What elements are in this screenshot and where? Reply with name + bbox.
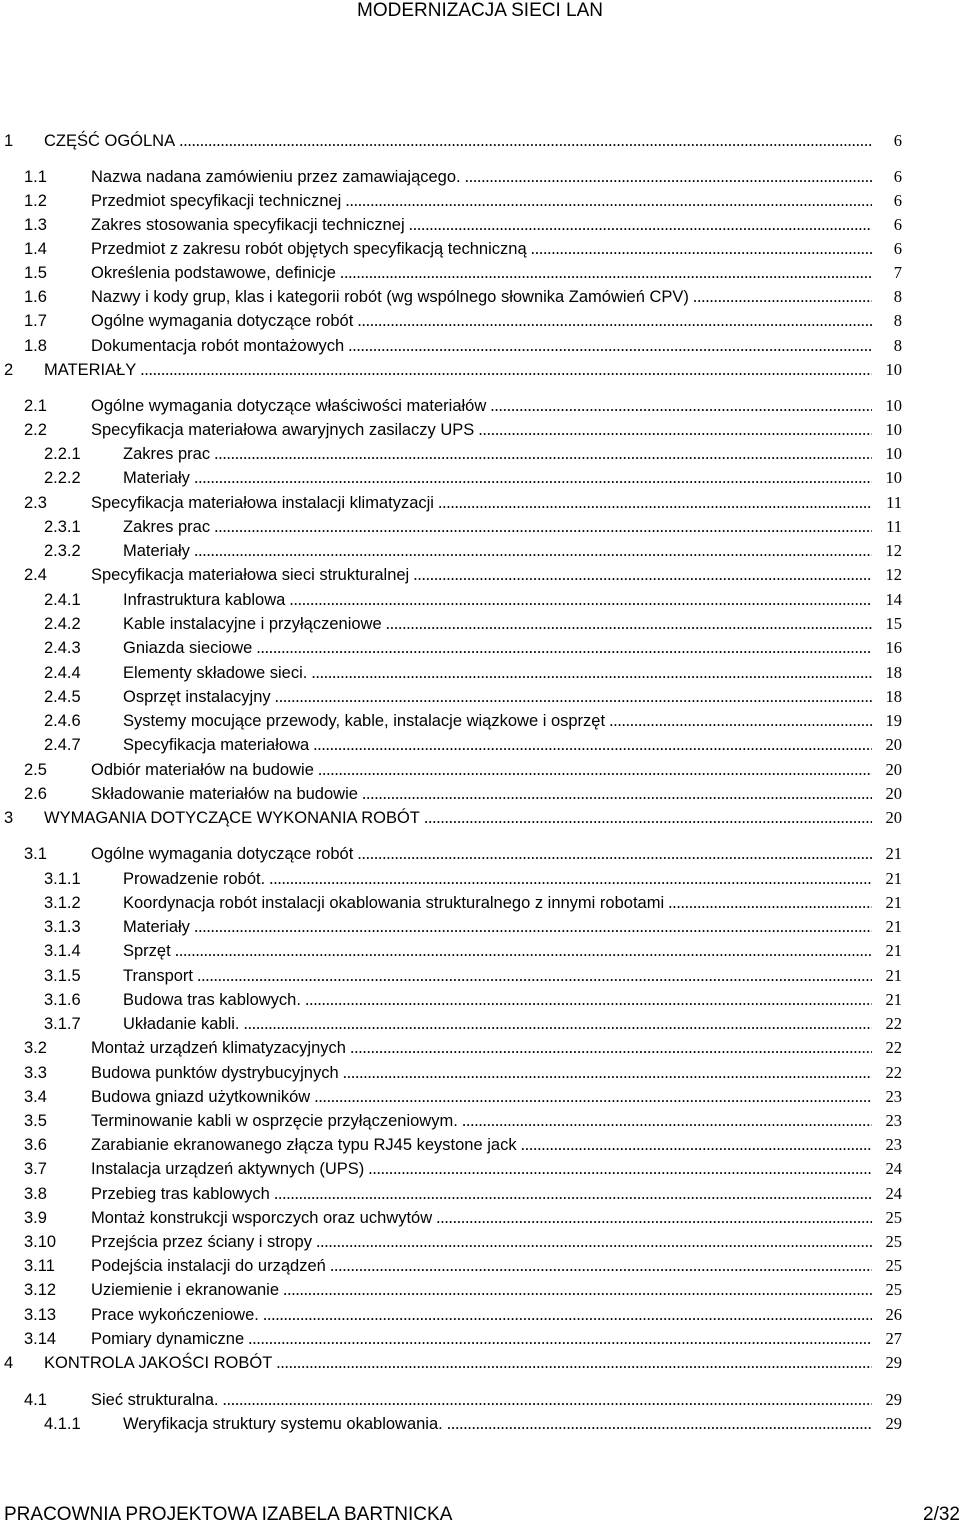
toc-entry[interactable]: [0, 1255, 902, 1277]
toc-entry-page: 25: [872, 1231, 902, 1253]
toc-entry-number: 3.10: [24, 1233, 57, 1251]
toc-entry-number: 3.14: [24, 1330, 57, 1348]
toc-entry-number: 2: [4, 361, 14, 379]
toc-entry-number: 1.3: [24, 216, 47, 234]
toc-entry[interactable]: [0, 734, 902, 756]
toc-entry-page: 22: [872, 1013, 902, 1035]
toc-entry-number: 3.1.7: [44, 1015, 81, 1033]
toc-entry[interactable]: [0, 868, 902, 890]
toc-entry[interactable]: [0, 916, 902, 938]
toc-entry-title: KONTROLA JAKOŚCI ROBÓT .....: [44, 1352, 872, 1374]
toc-entry-title: Infrastruktura kablowa .....: [123, 589, 872, 611]
toc-entry[interactable]: [0, 940, 902, 962]
toc-entry[interactable]: [0, 1352, 902, 1374]
toc-entry-page: 24: [872, 1158, 902, 1180]
toc-entry[interactable]: [0, 759, 902, 781]
toc-entry-number: 3.1.6: [44, 991, 81, 1009]
toc-entry-number: 2.4.3: [44, 639, 81, 657]
toc-entry[interactable]: [0, 190, 902, 212]
toc-entry-page: 21: [872, 940, 902, 962]
toc-entry[interactable]: [0, 589, 902, 611]
toc-entry-page: 29: [872, 1413, 902, 1435]
toc-entry-number: 3.1.5: [44, 967, 81, 985]
toc-entry-title: Ogólne wymagania dotyczące robót .....: [91, 310, 872, 332]
toc-entry[interactable]: [0, 1304, 902, 1326]
toc-entry-page: 10: [872, 419, 902, 441]
toc-entry-page: 27: [872, 1328, 902, 1350]
toc-entry-number: 2.3.1: [44, 518, 81, 536]
toc-entry-title: Zakres prac .....: [123, 443, 872, 465]
toc-entry-title: Montaż urządzeń klimatyzacyjnych .....: [91, 1037, 872, 1059]
toc-entry-page: 21: [872, 916, 902, 938]
toc-entry-title: Sieć strukturalna. .....: [91, 1389, 872, 1411]
toc-entry-title: Zarabianie ekranowanego złącza typu RJ45 keystone jack .....: [91, 1134, 872, 1156]
toc-entry-page: 20: [872, 759, 902, 781]
toc-entry-page: 25: [872, 1279, 902, 1301]
toc-entry-page: 10: [872, 467, 902, 489]
toc-entry[interactable]: [0, 310, 902, 332]
toc-entry[interactable]: [0, 1279, 902, 1301]
toc-entry-page: 7: [872, 262, 902, 284]
toc-entry-number: 4: [4, 1354, 14, 1372]
toc-entry-page: 20: [872, 783, 902, 805]
toc-entry-number: 4.1: [24, 1391, 47, 1409]
toc-entry-number: 3.3: [24, 1064, 47, 1082]
toc-entry-number: 2.5: [24, 761, 47, 779]
toc-entry-title: Weryfikacja struktury systemu okablowania. .....: [123, 1413, 872, 1435]
toc-entry[interactable]: [0, 262, 902, 284]
toc-entry-page: 29: [872, 1352, 902, 1374]
toc-entry-page: 12: [872, 540, 902, 562]
toc-entry-number: 3.8: [24, 1185, 47, 1203]
toc-entry-page: 21: [872, 868, 902, 890]
toc-entry-number: 3.1.2: [44, 894, 81, 912]
toc-entry-page: 8: [872, 286, 902, 308]
toc-entry-number: 1: [4, 132, 14, 150]
toc-entry-title: Gniazda sieciowe .....: [123, 637, 872, 659]
toc-entry-number: 2.4.7: [44, 736, 81, 754]
toc-entry[interactable]: [0, 662, 902, 684]
toc-entry-number: 3.6: [24, 1136, 47, 1154]
toc-entry[interactable]: [0, 1110, 902, 1132]
toc-entry-title: Przejścia przez ściany i stropy .....: [91, 1231, 872, 1253]
toc-entry[interactable]: [0, 238, 902, 260]
toc-entry[interactable]: [0, 467, 902, 489]
toc-entry-title: Osprzęt instalacyjny .....: [123, 686, 872, 708]
toc-entry[interactable]: [0, 1062, 902, 1084]
toc-entry[interactable]: [0, 1013, 902, 1035]
toc-entry-page: 6: [872, 214, 902, 236]
toc-entry-page: 6: [872, 166, 902, 188]
toc-entry-number: 1.4: [24, 240, 47, 258]
toc-entry-page: 14: [872, 589, 902, 611]
toc-entry[interactable]: [0, 843, 902, 865]
toc-entry-page: 15: [872, 613, 902, 635]
toc-entry-title: Przedmiot specyfikacji technicznej .....: [91, 190, 872, 212]
toc-entry-title: Pomiary dynamiczne .....: [91, 1328, 872, 1350]
toc-entry-title: Kable instalacyjne i przyłączeniowe .....: [123, 613, 872, 635]
toc-entry-number: 3: [4, 809, 14, 827]
toc-entry-title: Instalacja urządzeń aktywnych (UPS) .....: [91, 1158, 872, 1180]
toc-entry-number: 3.1.3: [44, 918, 81, 936]
toc-entry[interactable]: [0, 516, 902, 538]
toc-entry-title: Ogólne wymagania dotyczące robót .....: [91, 843, 872, 865]
toc-entry-page: 20: [872, 734, 902, 756]
toc-entry-number: 2.2.2: [44, 469, 81, 487]
toc-entry-title: Materiały .....: [123, 467, 872, 489]
toc-entry-title: MATERIAŁY .....: [44, 359, 872, 381]
toc-entry[interactable]: [0, 1231, 902, 1253]
toc-entry-number: 1.8: [24, 337, 47, 355]
toc-entry[interactable]: [0, 359, 902, 381]
toc-entry-page: 18: [872, 662, 902, 684]
toc-entry-number: 2.4.2: [44, 615, 81, 633]
toc-entry-title: Terminowanie kabli w osprzęcie przyłączeniowym. .....: [91, 1110, 872, 1132]
toc-entry[interactable]: [0, 540, 902, 562]
toc-entry-page: 6: [872, 130, 902, 152]
toc-entry-number: 4.1.1: [44, 1415, 81, 1433]
toc-entry-title: Specyfikacja materiałowa awaryjnych zasilaczy UPS .....: [91, 419, 872, 441]
toc-entry-page: 21: [872, 989, 902, 1011]
toc-entry-title: Budowa gniazd użytkowników .....: [91, 1086, 872, 1108]
toc-entry-page: 10: [872, 443, 902, 465]
toc-entry-number: 3.7: [24, 1160, 47, 1178]
toc-entry-title: Specyfikacja materiałowa instalacji klimatyzacji .....: [91, 492, 872, 514]
toc-entry-number: 3.1.4: [44, 942, 81, 960]
toc-entry-page: 8: [872, 335, 902, 357]
toc-entry-title: Prowadzenie robót. .....: [123, 868, 872, 890]
toc-entry-title: Nazwy i kody grup, klas i kategorii robót (wg wspólnego słownika Zamówień CPV) .....: [91, 286, 872, 308]
toc-entry[interactable]: [0, 1389, 902, 1411]
toc-entry-page: 21: [872, 965, 902, 987]
toc-entry-number: 1.1: [24, 168, 47, 186]
toc-entry[interactable]: [0, 1086, 902, 1108]
toc-entry[interactable]: [0, 492, 902, 514]
toc-entry-title: Systemy mocujące przewody, kable, instalacje wiązkowe i osprzęt .....: [123, 710, 872, 732]
toc-entry-page: 11: [872, 492, 902, 514]
footer-company: PRACOWNIA PROJEKTOWA IZABELA BARTNICKA: [4, 1504, 453, 1525]
toc-entry-number: 2.6: [24, 785, 47, 803]
toc-entry-title: Montaż konstrukcji wsporczych oraz uchwytów .....: [91, 1207, 872, 1229]
toc-entry-number: 2.2: [24, 421, 47, 439]
toc-entry-number: 3.11: [24, 1257, 55, 1275]
toc-entry[interactable]: [0, 686, 902, 708]
toc-entry-title: Odbiór materiałów na budowie .....: [91, 759, 872, 781]
toc-entry-number: 2.3: [24, 494, 47, 512]
toc-entry-page: 24: [872, 1183, 902, 1205]
toc-entry[interactable]: [0, 613, 902, 635]
toc-entry[interactable]: [0, 965, 902, 987]
toc-entry[interactable]: [0, 1158, 902, 1180]
toc-entry-page: 29: [872, 1389, 902, 1411]
toc-entry-title: Przebieg tras kablowych .....: [91, 1183, 872, 1205]
toc-entry-page: 23: [872, 1110, 902, 1132]
toc-entry-title: Specyfikacja materiałowa sieci strukturalnej .....: [91, 564, 872, 586]
toc-entry-number: 3.12: [24, 1281, 57, 1299]
toc-entry-number: 2.1: [24, 397, 47, 415]
toc-entry-number: 2.4.6: [44, 712, 81, 730]
toc-entry-title: Materiały .....: [123, 916, 872, 938]
toc-entry[interactable]: [0, 335, 902, 357]
toc-entry-page: 11: [872, 516, 902, 538]
toc-entry-number: 3.4: [24, 1088, 47, 1106]
toc-entry-page: 26: [872, 1304, 902, 1326]
toc-entry-page: 19: [872, 710, 902, 732]
toc-entry-title: Specyfikacja materiałowa .....: [123, 734, 872, 756]
page-header: MODERNIZACJA SIECI LAN: [357, 0, 603, 21]
toc-entry-title: Uziemienie i ekranowanie .....: [91, 1279, 872, 1301]
toc-entry-number: 2.4: [24, 566, 47, 584]
toc-entry-title: Określenia podstawowe, definicje .....: [91, 262, 872, 284]
toc-entry-page: 23: [872, 1086, 902, 1108]
toc-entry-number: 2.2.1: [44, 445, 81, 463]
toc-entry[interactable]: [0, 807, 902, 829]
toc-entry-number: 3.1.1: [44, 870, 81, 888]
toc-entry-page: 22: [872, 1062, 902, 1084]
toc-entry[interactable]: [0, 395, 902, 417]
toc-entry-title: Transport .....: [123, 965, 872, 987]
toc-entry-number: 1.5: [24, 264, 47, 282]
toc-entry-title: CZĘŚĆ OGÓLNA .....: [44, 130, 872, 152]
toc-entry-number: 2.4.1: [44, 591, 81, 609]
toc-entry-number: 3.5: [24, 1112, 47, 1130]
toc-entry-title: Koordynacja robót instalacji okablowania strukturalnego z innymi robotami .....: [123, 892, 872, 914]
toc-entry-number: 3.13: [24, 1306, 57, 1324]
toc-entry-title: Układanie kabli. .....: [123, 1013, 872, 1035]
toc-entry-title: Budowa punktów dystrybucyjnych .....: [91, 1062, 872, 1084]
toc-entry-number: 2.4.5: [44, 688, 81, 706]
toc-entry-title: Budowa tras kablowych. .....: [123, 989, 872, 1011]
toc-entry-title: Podejścia instalacji do urządzeń .....: [91, 1255, 872, 1277]
toc-entry-page: 21: [872, 843, 902, 865]
toc-entry[interactable]: [0, 1037, 902, 1059]
toc-entry[interactable]: [0, 1328, 902, 1350]
toc-entry[interactable]: [0, 892, 902, 914]
toc-entry-title: Składowanie materiałów na budowie .....: [91, 783, 872, 805]
toc-entry-title: Materiały .....: [123, 540, 872, 562]
toc-entry[interactable]: [0, 130, 902, 152]
toc-entry[interactable]: [0, 564, 902, 586]
toc-entry-number: 2.4.4: [44, 664, 81, 682]
toc-entry-number: 1.7: [24, 312, 47, 330]
toc-entry[interactable]: [0, 166, 902, 188]
toc-entry[interactable]: [0, 783, 902, 805]
toc-entry-page: 25: [872, 1255, 902, 1277]
toc-entry[interactable]: [0, 1134, 902, 1156]
toc-entry-number: 1.2: [24, 192, 47, 210]
toc-entry-number: 2.3.2: [44, 542, 81, 560]
toc-entry-page: 25: [872, 1207, 902, 1229]
toc-entry[interactable]: [0, 710, 902, 732]
toc-entry-title: Przedmiot z zakresu robót objętych specyfikacją techniczną .....: [91, 238, 872, 260]
toc-entry[interactable]: [0, 637, 902, 659]
toc-entry-page: 16: [872, 637, 902, 659]
toc-entry[interactable]: [0, 1413, 902, 1435]
toc-entry-page: 12: [872, 564, 902, 586]
toc-entry-title: Zakres stosowania specyfikacji technicznej .....: [91, 214, 872, 236]
toc-entry-page: 10: [872, 395, 902, 417]
toc-entry[interactable]: [0, 286, 902, 308]
toc-entry-number: 3.2: [24, 1039, 47, 1057]
toc-entry-page: 18: [872, 686, 902, 708]
footer-page-number: 2/32: [923, 1504, 960, 1525]
toc-entry-title: Elementy składowe sieci. .....: [123, 662, 872, 684]
toc-entry[interactable]: [0, 214, 902, 236]
toc-entry[interactable]: [0, 989, 902, 1011]
toc-entry-title: Ogólne wymagania dotyczące właściwości materiałów .....: [91, 395, 872, 417]
toc-entry[interactable]: [0, 443, 902, 465]
toc-entry-page: 20: [872, 807, 902, 829]
toc-entry[interactable]: [0, 1207, 902, 1229]
toc-entry-title: Zakres prac .....: [123, 516, 872, 538]
toc-entry[interactable]: [0, 419, 902, 441]
toc-entry-page: 6: [872, 190, 902, 212]
toc-entry-title: WYMAGANIA DOTYCZĄCE WYKONANIA ROBÓT .....: [44, 807, 872, 829]
toc-entry-title: Nazwa nadana zamówieniu przez zamawiającego. .....: [91, 166, 872, 188]
toc-entry-page: 21: [872, 892, 902, 914]
toc-entry[interactable]: [0, 1183, 902, 1205]
toc-entry-page: 6: [872, 238, 902, 260]
toc-entry-title: Prace wykończeniowe. .....: [91, 1304, 872, 1326]
toc-entry-page: 8: [872, 310, 902, 332]
toc-entry-number: 3.1: [24, 845, 47, 863]
toc-entry-number: 3.9: [24, 1209, 47, 1227]
toc-entry-page: 22: [872, 1037, 902, 1059]
toc-entry-title: Dokumentacja robót montażowych .....: [91, 335, 872, 357]
toc-entry-number: 1.6: [24, 288, 47, 306]
toc-entry-page: 10: [872, 359, 902, 381]
toc-entry-page: 23: [872, 1134, 902, 1156]
toc-entry-title: Sprzęt .....: [123, 940, 872, 962]
